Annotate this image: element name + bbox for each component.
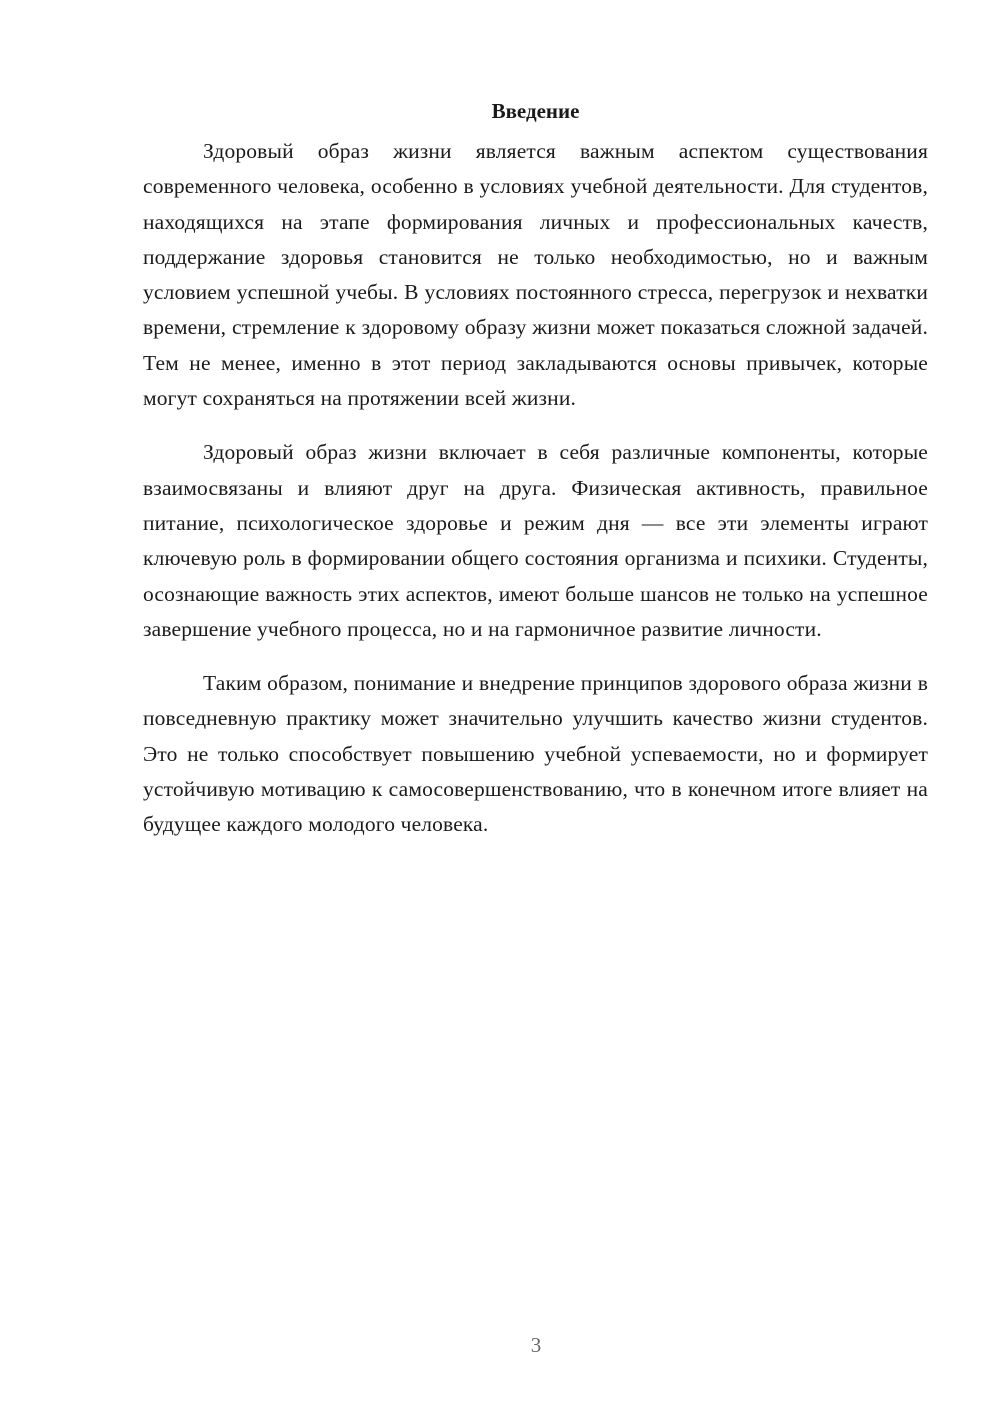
page-content — [143, 94, 928, 862]
paragraph-1: Здоровый образ жизни является важным аспектом существования современного человека, особенно в условиях учебной деятельности. Для студентов, находящихся на этапе формирования личных и профессиональных качеств, поддержание здоровья становится не только необходимостью, но и важным условием успешной учебы. В условиях постоянного стресса, перегрузок и нехватки времени, стремление к здоровому образу жизни может показаться сложной задачей. Тем не менее, именно в этот период закладываются основы привычек, которые могут сохраняться на протяжении всей жизни. — [143, 139, 928, 411]
section-heading: Введение — [491, 99, 580, 123]
paragraph-2: Здоровый образ жизни включает в себя различные компоненты, которые взаимосвязаны и влияют друг на друга. Физическая активность, правильное питание, психологическое здоровье и режим дня — все эти элементы играют ключевую роль в формировании общего состояния организма и психики. Студенты, осознающие важность этих аспектов, имеют больше шансов не только на успешное завершение учебного процесса, но и на гармоничное развитие личности. — [143, 440, 928, 641]
page-number: 3 — [530, 1333, 542, 1357]
paragraph-3: Таким образом, понимание и внедрение принципов здорового образа жизни в повседневную практику может значительно улучшить качество жизни студентов. Это не только способствует повышению учебной успеваемости, но и формирует устойчивую мотивацию к самосовершенствованию, что в конечном итоге влияет на будущее каждого молодого человека. — [143, 671, 928, 837]
